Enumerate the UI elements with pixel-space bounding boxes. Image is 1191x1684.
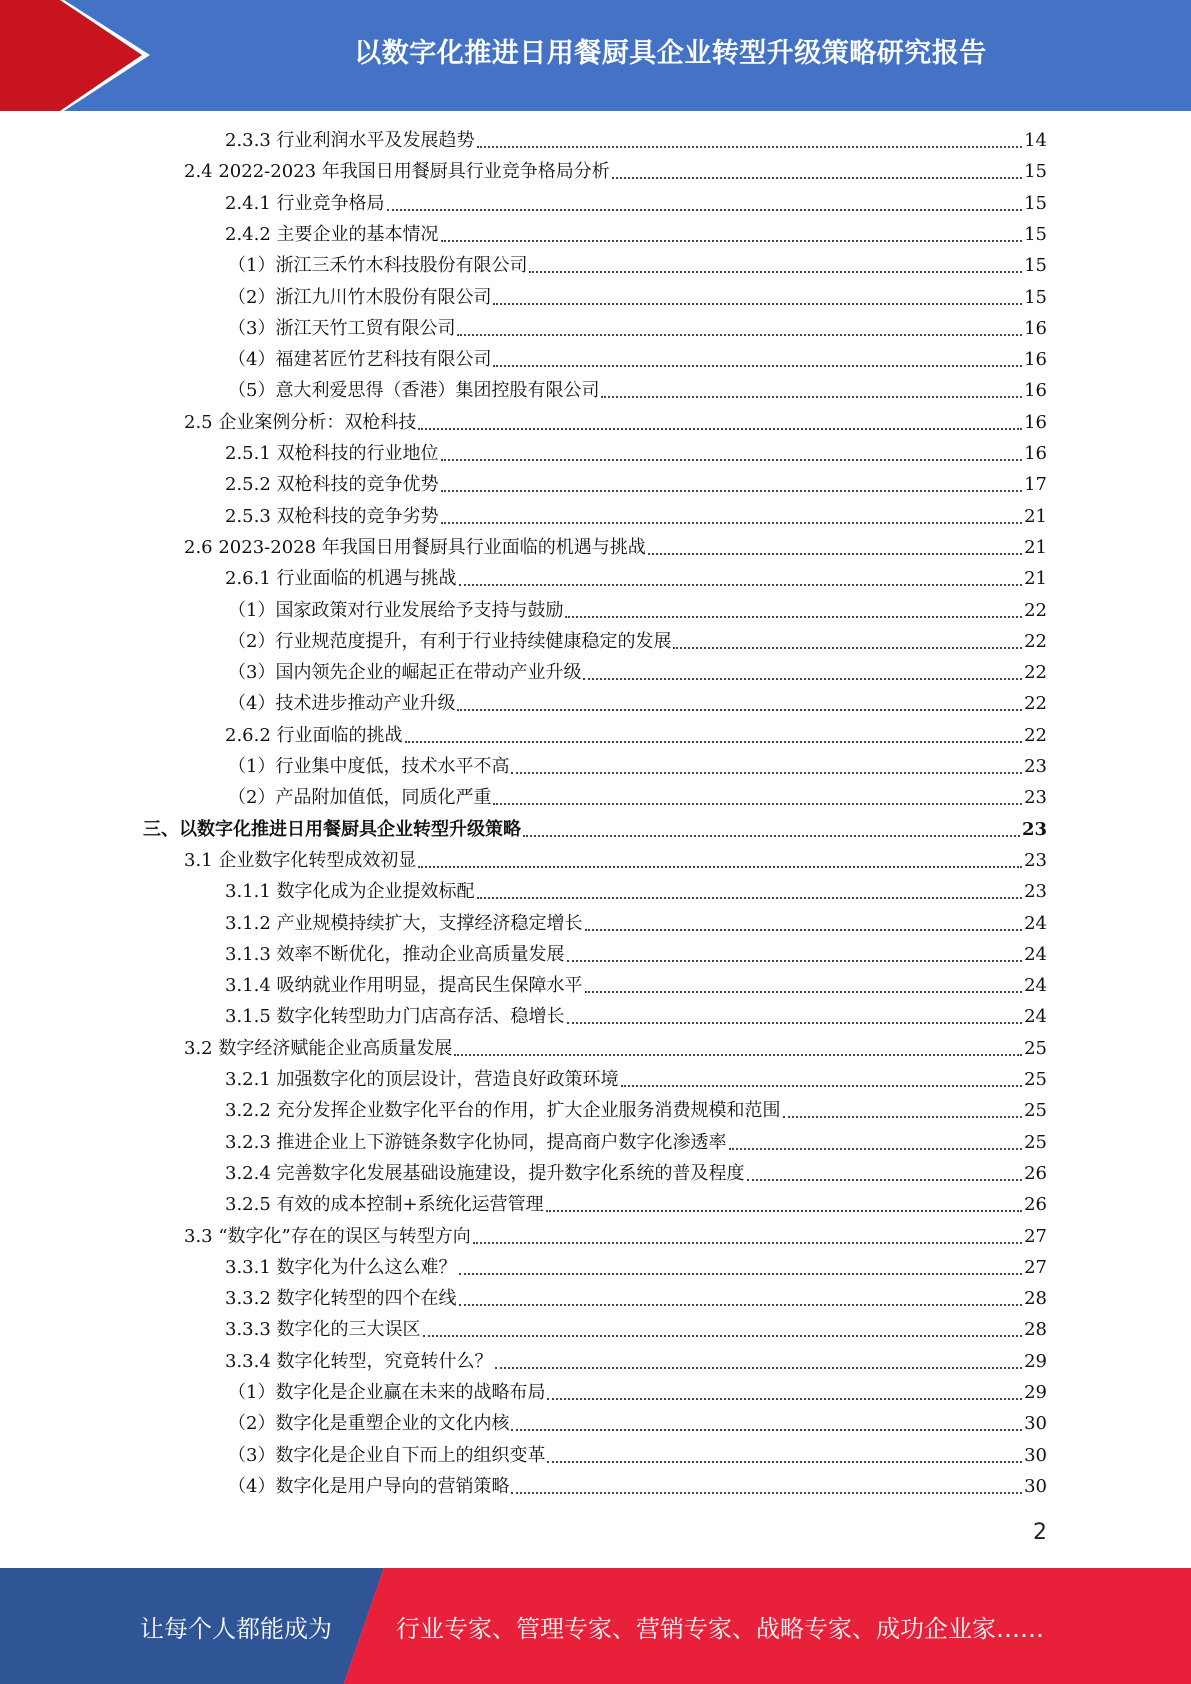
toc-entry-page: 24 <box>1024 912 1047 934</box>
toc-entry-label: 3.1.3 效率不断优化，推动企业高质量发展 <box>225 943 565 965</box>
toc-entry[interactable] <box>228 253 1047 279</box>
toc-entry-page: 15 <box>1024 161 1047 183</box>
toc-dot-leader <box>493 303 1022 305</box>
footer-slogan-left: 让每个人都能成为 <box>140 1614 332 1643</box>
toc-dot-leader <box>441 240 1023 242</box>
toc-entry-label: 2.6.1 行业面临的机遇与挑战 <box>225 568 457 590</box>
toc-entry[interactable] <box>225 1286 1047 1312</box>
toc-entry-page: 16 <box>1024 380 1047 402</box>
toc-entry-label: 3.2.5 有效的成本控制+系统化运营管理 <box>225 1194 544 1216</box>
toc-entry-label: （4）技术进步推动产业升级 <box>228 693 456 715</box>
toc-entry-label: 3.2.1 加强数字化的顶层设计，营造良好政策环境 <box>225 1069 619 1090</box>
toc-entry[interactable] <box>228 1411 1047 1437</box>
toc-dot-leader <box>441 459 1023 461</box>
report-title: 以数字化推进日用餐厨具企业转型升级策略研究报告 <box>354 37 987 69</box>
toc-dot-leader <box>547 1398 1022 1400</box>
toc-entry-page: 23 <box>1024 881 1047 903</box>
toc-entry-label: 3.2.2 充分发挥企业数字化平台的作用，扩大企业服务消费规模和范围 <box>225 1100 781 1122</box>
toc-dot-leader <box>585 991 1023 993</box>
toc-entry[interactable] <box>228 691 1047 717</box>
toc-dot-leader <box>729 1148 1023 1150</box>
toc-entry-label: 3.1.2 产业规模持续扩大，支撑经济稳定增长 <box>225 912 583 934</box>
toc-entry-label: 2.5.3 双枪科技的竞争劣势 <box>225 505 439 527</box>
toc-dot-leader <box>459 1304 1023 1306</box>
toc-dot-leader <box>529 271 1022 273</box>
page-footer <box>0 1568 1191 1684</box>
toc-entry[interactable] <box>228 629 1047 655</box>
toc-entry[interactable] <box>225 441 1047 467</box>
toc-dot-leader <box>583 678 1022 680</box>
toc-entry-page: 30 <box>1024 1475 1047 1497</box>
toc-entry-label: （1）浙江三禾竹木科技股份有限公司 <box>228 255 528 277</box>
toc-entry[interactable] <box>225 879 1047 905</box>
toc-dot-leader <box>387 209 1023 211</box>
toc-entry[interactable] <box>225 1255 1047 1281</box>
toc-entry[interactable] <box>228 1474 1047 1500</box>
toc-entry-label: 三、以数字化推进日用餐厨具企业转型升级策略 <box>143 818 521 840</box>
toc-dot-leader <box>405 741 1023 743</box>
toc-entry-label: 3.3.1 数字化为什么这么难？ <box>225 1256 457 1278</box>
toc-entry-label: 3.3.4 数字化转型，究竟转什么？ <box>225 1350 493 1372</box>
toc-entry-page: 25 <box>1024 1069 1047 1090</box>
toc-entry-label: 3.1.1 数字化成为企业提效标配 <box>225 881 475 903</box>
toc-entry[interactable] <box>228 1380 1047 1406</box>
toc-entry-page: 14 <box>1024 130 1047 151</box>
toc-dot-leader <box>441 490 1023 492</box>
toc-entry[interactable] <box>225 973 1047 999</box>
toc-entry-label: 3.3.2 数字化转型的四个在线 <box>225 1288 457 1310</box>
toc-entry[interactable] <box>184 1036 1047 1062</box>
toc-dot-leader <box>441 522 1023 524</box>
toc-entry-label: 3.3.3 数字化的三大误区 <box>225 1319 421 1341</box>
toc-dot-leader <box>457 709 1022 711</box>
toc-entry[interactable] <box>228 316 1047 342</box>
toc-dot-leader <box>418 428 1022 430</box>
toc-dot-leader <box>601 396 1022 398</box>
toc-dot-leader <box>418 866 1022 868</box>
toc-dot-leader <box>511 1429 1022 1431</box>
toc-entry-page: 22 <box>1024 630 1047 652</box>
toc-dot-leader <box>511 1492 1022 1494</box>
toc-dot-leader <box>567 1022 1023 1024</box>
toc-entry[interactable] <box>228 285 1047 311</box>
toc-entry-label: 2.6 2023-2028 年我国日用餐厨具行业面临的机遇与挑战 <box>184 536 646 558</box>
toc-entry-page: 22 <box>1024 693 1047 715</box>
toc-entry-page: 15 <box>1024 192 1047 214</box>
toc-entry-label: （3）国内领先企业的崛起正在带动产业升级 <box>228 662 582 684</box>
toc-entry-page: 23 <box>1021 818 1047 840</box>
toc-entry-page: 21 <box>1024 536 1047 558</box>
toc-entry-page: 29 <box>1024 1382 1047 1403</box>
toc-entry-page: 16 <box>1024 443 1047 464</box>
toc-entry-label: （1）行业集中度低，技术水平不高 <box>228 756 510 777</box>
toc-dot-leader <box>477 146 1023 148</box>
toc-entry[interactable] <box>228 1443 1047 1469</box>
toc-entry-page: 24 <box>1024 1006 1047 1028</box>
toc-entry-page: 25 <box>1024 1037 1047 1059</box>
toc-entry-page: 25 <box>1024 1100 1047 1122</box>
toc-entry-page: 16 <box>1024 411 1047 433</box>
toc-entry-page: 27 <box>1024 1256 1047 1278</box>
toc-entry-label: （5）意大利爱思得（香港）集团控股有限公司 <box>228 380 600 402</box>
toc-entry[interactable] <box>225 566 1047 592</box>
toc-dot-leader <box>567 960 1023 962</box>
toc-entry[interactable] <box>225 1067 1047 1093</box>
toc-entry-page: 16 <box>1024 317 1047 339</box>
toc-entry-label: 3.2.3 推进企业上下游链条数字化协同，提高商户数字化渗透率 <box>225 1131 727 1153</box>
toc-entry-label: 2.3.3 行业利润水平及发展趋势 <box>225 130 475 151</box>
toc-entry[interactable] <box>225 1130 1047 1156</box>
toc-dot-leader <box>565 616 1022 618</box>
toc-entry[interactable] <box>228 598 1047 624</box>
toc-entry-label: 3.1.5 数字化转型助力门店高存活、稳增长 <box>225 1006 565 1028</box>
toc-dot-leader <box>523 835 1020 837</box>
toc-entry-label: 3.2 数字经济赋能企业高质量发展 <box>184 1037 453 1059</box>
toc-entry-page: 22 <box>1024 599 1047 621</box>
toc-entry[interactable] <box>143 817 1047 843</box>
toc-entry-page: 29 <box>1024 1350 1047 1372</box>
toc-entry[interactable] <box>225 191 1047 217</box>
toc-entry-label: 3.1.4 吸纳就业作用明显，提高民生保障水平 <box>225 975 583 997</box>
toc-entry[interactable] <box>225 128 1047 154</box>
toc-entry-label: （1）数字化是企业赢在未来的战略布局 <box>228 1382 546 1403</box>
toc-dot-leader <box>747 1179 1023 1181</box>
toc-entry[interactable] <box>225 1317 1047 1343</box>
toc-entry[interactable] <box>184 1224 1047 1250</box>
toc-entry[interactable] <box>184 535 1047 561</box>
toc-entry-label: 2.6.2 行业面临的挑战 <box>225 724 403 746</box>
toc-dot-leader <box>459 584 1023 586</box>
toc-entry[interactable] <box>184 410 1047 436</box>
toc-entry-label: （2）数字化是重塑企业的文化内核 <box>228 1413 510 1435</box>
toc-entry[interactable] <box>228 660 1047 686</box>
toc-entry-page: 23 <box>1024 756 1047 777</box>
toc-entry[interactable] <box>225 942 1047 968</box>
toc-entry-page: 26 <box>1024 1162 1047 1184</box>
toc-entry-page: 21 <box>1024 505 1047 527</box>
toc-entry-label: 3.1 企业数字化转型成效初显 <box>184 849 417 871</box>
toc-entry-page: 22 <box>1024 724 1047 746</box>
toc-dot-leader <box>459 1273 1023 1275</box>
toc-entry[interactable] <box>184 159 1047 185</box>
toc-entry-label: 3.3 “数字化”存在的误区与转型方向 <box>184 1225 471 1247</box>
footer-slogan-right: 行业专家、管理专家、营销专家、战略专家、成功企业家…… <box>396 1614 1044 1643</box>
toc-entry[interactable] <box>225 911 1047 937</box>
toc-entry[interactable] <box>225 1004 1047 1030</box>
toc-entry[interactable] <box>225 723 1047 749</box>
toc-entry-page: 28 <box>1024 1288 1047 1310</box>
page-number: 2 <box>1033 1520 1047 1545</box>
toc-dot-leader <box>493 365 1022 367</box>
toc-entry-page: 15 <box>1024 255 1047 277</box>
toc-dot-leader <box>495 1367 1023 1369</box>
toc-entry[interactable] <box>225 472 1047 498</box>
toc-dot-leader <box>477 897 1023 899</box>
toc-dot-leader <box>621 1085 1023 1087</box>
toc-entry-label: 3.2.4 完善数字化发展基础设施建设，提升数字化系统的普及程度 <box>225 1162 745 1184</box>
toc-entry-label: （3）数字化是企业自下而上的组织变革 <box>228 1444 546 1466</box>
toc-entry-label: （4）数字化是用户导向的营销策略 <box>228 1475 510 1497</box>
toc-entry-label: （1）国家政策对行业发展给予支持与鼓励 <box>228 599 564 621</box>
toc-dot-leader <box>454 1054 1022 1056</box>
toc-dot-leader <box>473 1242 1022 1244</box>
toc-dot-leader <box>673 647 1022 649</box>
toc-entry-label: 2.5.1 双枪科技的行业地位 <box>225 443 439 464</box>
toc-entry-label: （2）产品附加值低，同质化严重 <box>228 787 492 809</box>
toc-entry[interactable] <box>225 1161 1047 1187</box>
toc-entry-label: （2）浙江九川竹木股份有限公司 <box>228 286 492 308</box>
toc-dot-leader <box>547 1461 1022 1463</box>
toc-entry[interactable] <box>225 1349 1047 1375</box>
toc-dot-leader <box>546 1210 1022 1212</box>
toc-entry-page: 15 <box>1024 286 1047 308</box>
toc-entry[interactable] <box>228 785 1047 811</box>
toc-dot-leader <box>585 929 1023 931</box>
toc-entry[interactable] <box>228 347 1047 373</box>
toc-entry-page: 28 <box>1024 1319 1047 1341</box>
red-chevron-icon <box>0 0 150 111</box>
toc-entry-page: 24 <box>1024 975 1047 997</box>
toc-dot-leader <box>612 177 1022 179</box>
toc-entry[interactable] <box>225 504 1047 530</box>
toc-dot-leader <box>423 1335 1023 1337</box>
toc-entry[interactable] <box>228 754 1047 780</box>
toc-entry-page: 23 <box>1024 787 1047 809</box>
toc-entry-page: 22 <box>1024 662 1047 684</box>
toc-entry-page: 25 <box>1024 1131 1047 1153</box>
toc-entry-page: 23 <box>1024 849 1047 871</box>
toc-entry-page: 21 <box>1024 568 1047 590</box>
toc-entry-page: 15 <box>1024 223 1047 245</box>
toc-entry-page: 30 <box>1024 1444 1047 1466</box>
toc-entry[interactable] <box>225 1192 1047 1218</box>
toc-entry-label: （4）福建茗匠竹艺科技有限公司 <box>228 349 492 371</box>
toc-entry-page: 24 <box>1024 943 1047 965</box>
toc-entry[interactable] <box>225 1098 1047 1124</box>
toc-entry-page: 17 <box>1024 474 1047 496</box>
toc-entry-label: 2.5 企业案例分析：双枪科技 <box>184 411 417 433</box>
toc-entry-label: 2.4.2 主要企业的基本情况 <box>225 223 439 245</box>
toc-dot-leader <box>511 772 1022 774</box>
toc-entry-label: 2.4 2022-2023 年我国日用餐厨具行业竞争格局分析 <box>184 161 610 183</box>
toc-entry-label: （3）浙江天竹工贸有限公司 <box>228 317 456 339</box>
toc-dot-leader <box>648 553 1022 555</box>
toc-entry-page: 30 <box>1024 1413 1047 1435</box>
toc-entry-label: （2）行业规范度提升，有利于行业持续健康稳定的发展 <box>228 630 672 652</box>
toc-dot-leader <box>783 1116 1023 1118</box>
toc-entry[interactable] <box>225 222 1047 248</box>
toc-entry-page: 27 <box>1024 1225 1047 1247</box>
toc-dot-leader <box>493 803 1022 805</box>
toc-entry[interactable] <box>184 848 1047 874</box>
toc-entry-page: 16 <box>1024 349 1047 371</box>
toc-entry-page: 26 <box>1024 1194 1047 1216</box>
toc-dot-leader <box>457 334 1022 336</box>
page-header <box>0 0 1191 111</box>
toc-entry-label: 2.5.2 双枪科技的竞争优势 <box>225 474 439 496</box>
toc-entry-label: 2.4.1 行业竞争格局 <box>225 192 385 214</box>
toc-entry[interactable] <box>228 378 1047 404</box>
